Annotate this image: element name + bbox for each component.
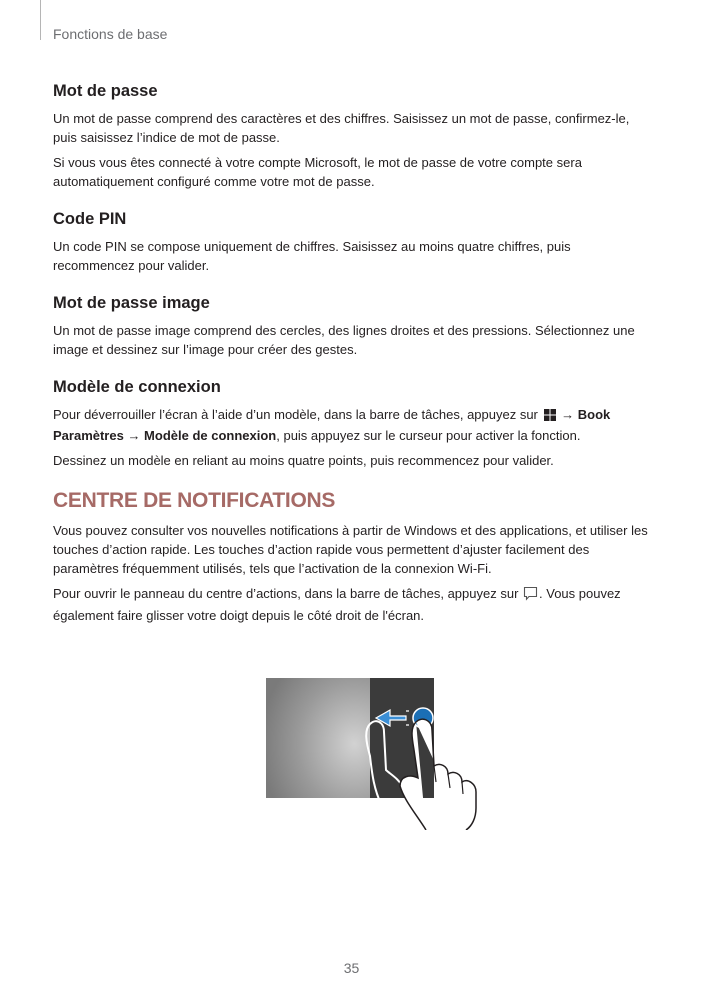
header-rule: [40, 0, 41, 40]
paragraph: Un mot de passe image comprend des cercles, des lignes droites et des pressions. Sélectionnez une image et dessinez sur l’image pour créer des gestes.: [53, 323, 635, 357]
section-password: [53, 82, 653, 191]
section-heading: Mot de passe: [53, 82, 158, 100]
chapter-heading: CENTRE DE NOTIFICATIONS: [53, 489, 336, 512]
paragraph: [53, 584, 653, 625]
swipe-gesture-illustration: [266, 678, 506, 830]
page-content: [53, 82, 653, 644]
section-heading: Mot de passe image: [53, 294, 210, 312]
section-notifications: [53, 489, 653, 625]
section-heading: Modèle de connexion: [53, 378, 221, 396]
action-center-icon: [523, 586, 538, 606]
section-heading: Code PIN: [53, 210, 127, 228]
text-span: , puis appuyez sur le curseur pour activer la fonction.: [276, 428, 581, 443]
paragraph: Un code PIN se compose uniquement de chiffres. Saisissez au moins quatre chiffres, puis recommencez pour valider.: [53, 239, 571, 273]
section-picture-password: [53, 294, 653, 359]
section-pin: [53, 210, 653, 275]
text-span: Pour ouvrir le panneau du centre d’actions, dans la barre de tâches, appuyez sur: [53, 586, 523, 601]
text-span: . Vous pouvez également faire glisser votre doigt depuis le côté droit de l'écran.: [53, 586, 621, 623]
paragraph: Un mot de passe comprend des caractères et des chiffres. Saisissez un mot de passe, confirmez-le, puis saisissez l’indice de mot de passe.: [53, 111, 630, 145]
paragraph: Si vous vous êtes connecté à votre compte Microsoft, le mot de passe de votre compte sera automatiquement configuré comme votre mot de passe.: [53, 155, 582, 189]
menu-path: → Book Paramètres → Modèle de connexion: [53, 407, 611, 443]
running-header: Fonctions de base: [53, 26, 168, 42]
section-pattern: [53, 378, 653, 470]
paragraph: Vous pouvez consulter vos nouvelles notifications à partir de Windows et des applications, et utiliser les touches d’action rapide. Les touches d’action rapide vous permettent d’ajuster facilement des paramètres fréquemment utilisés, tels que l’activation de la connexion Wi-Fi.: [53, 523, 648, 576]
paragraph: Dessinez un modèle en reliant au moins quatre points, puis recommencez pour valider.: [53, 453, 554, 468]
windows-icon: [544, 407, 556, 426]
paragraph: [53, 405, 653, 445]
text-span: Pour déverrouiller l’écran à l’aide d’un modèle, dans la barre de tâches, appuyez sur: [53, 407, 542, 422]
page-number: 35: [343, 960, 360, 976]
